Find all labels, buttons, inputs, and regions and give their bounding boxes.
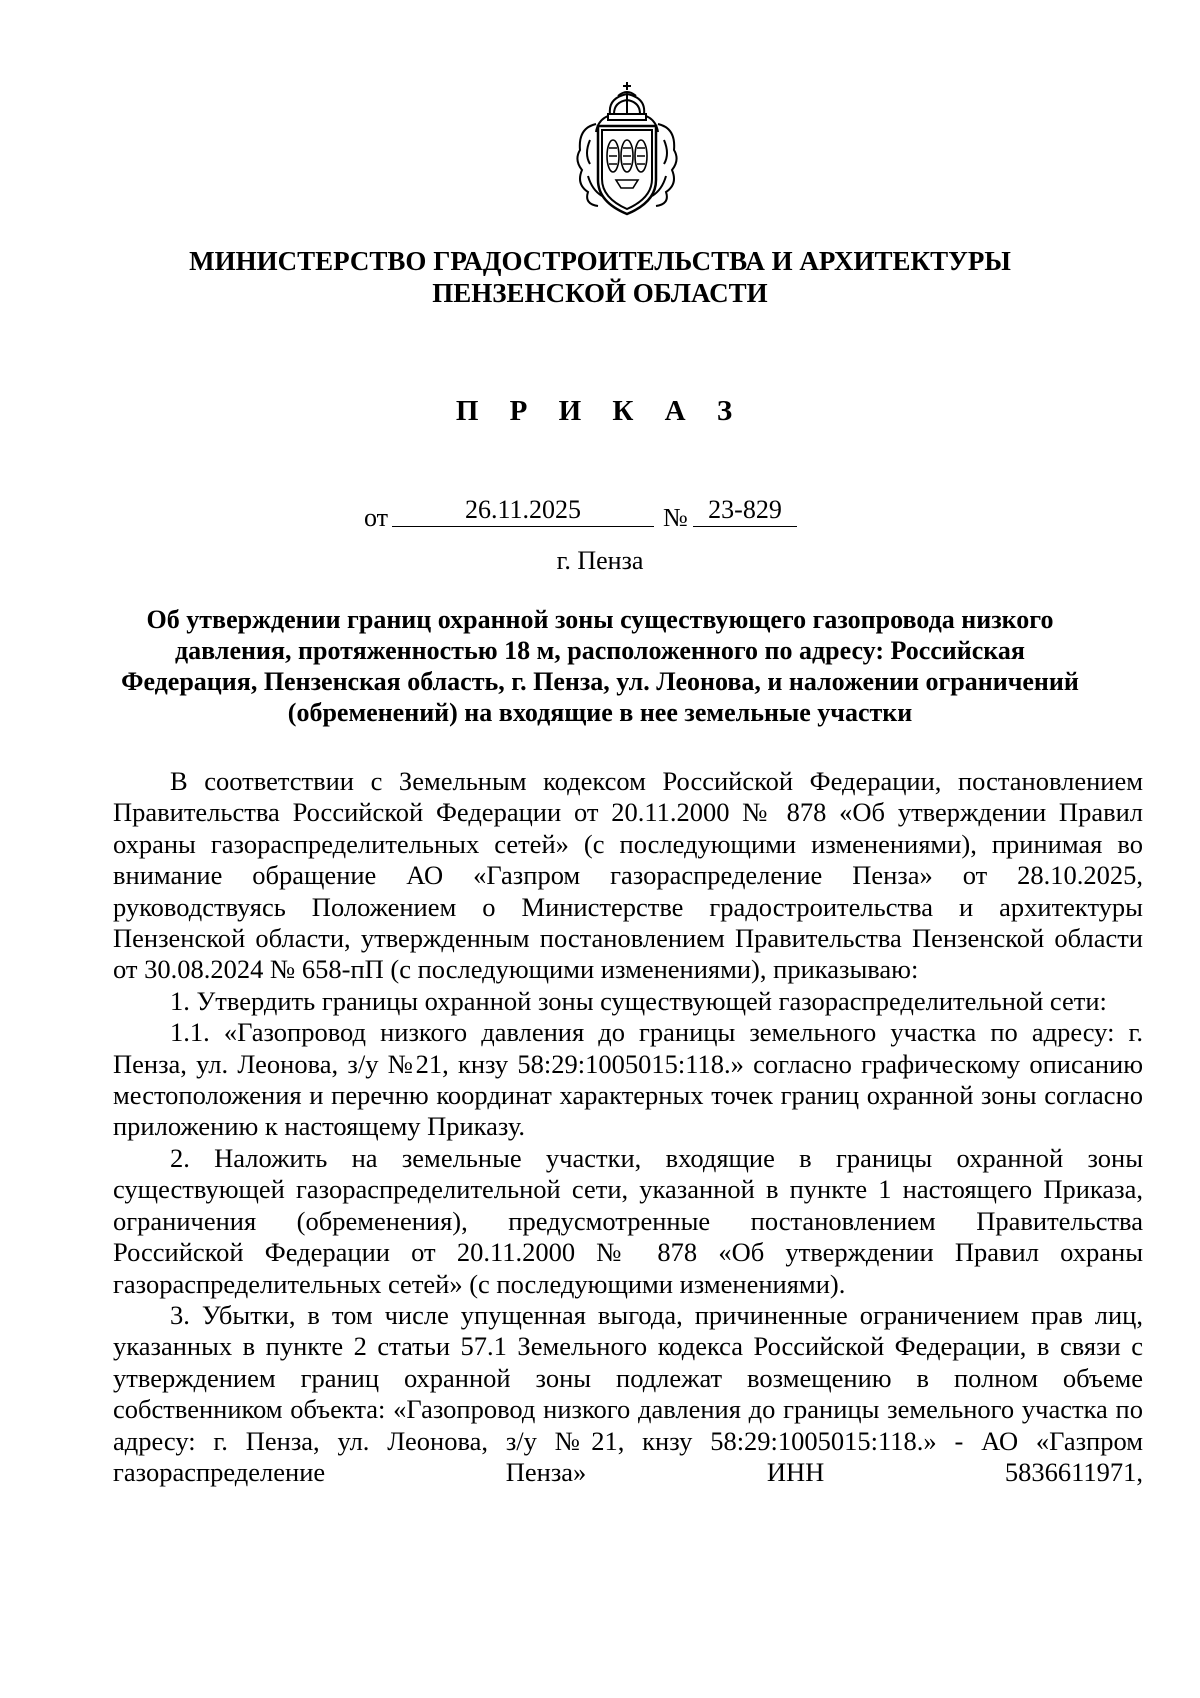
- paragraph-item-1: 1. Утвердить границы охранной зоны существующей газораспределительной сети:: [170, 985, 1107, 1016]
- order-number: 23-829: [693, 494, 797, 527]
- paragraph-item-1-1: 1.1. «Газопровод низкого давления до границы земельного участка по адресу: г. Пенза, ул. Леонова, з/у №21, кнзу 58:29:1005015:118.» согласно графическому описанию местоположения и перечню координат характерных точек границ охранной зоны согласно приложению к настоящему Приказу.: [113, 1017, 1143, 1142]
- paragraph-item-3: 3. Убытки, в том числе упущенная выгода, причиненные ограничением прав лиц, указанных в пункте 2 статьи 57.1 Земельного кодекса Российской Федерации, в связи с утверждением границ охранной зоны подлежат возмещению в полном объеме собственником объекта: «Газопровод низкого давления до границы земельного участка по адресу: г. Пенза, ул. Леонова, з/у №21, кнзу 58:29:1005015:118.» - АО «Газпром газораспределение Пенза» ИНН 5836611971,: [113, 1299, 1143, 1487]
- city-line: г. Пенза: [556, 546, 644, 575]
- document-type-title: П Р И К А З: [455, 395, 745, 427]
- order-subject: Об утверждении границ охранной зоны существующего газопровода низкого давления, протяженностью 18 м, расположенного по адресу: Российская Федерация, Пензенская область, г. Пенза, ул. Леонова, и наложении ограничений (обременений) на входящие в нее земельные участки: [121, 605, 1079, 727]
- coat-of-arms-icon: [568, 80, 686, 220]
- order-body: [113, 766, 1143, 1520]
- paragraph-item-2: 2. Наложить на земельные участки, входящие в границы охранной зоны существующей газораспределительной сети, указанной в пункте 1 настоящего Приказа, ограничения (обременения), предусмотренные постановлением Правительства Российской Федерации от 20.11.2000 № 878 «Об утверждении Правил охраны газораспределительных сетей» (с последующими изменениями).: [113, 1142, 1143, 1299]
- paragraph-preamble: В соответствии с Земельным кодексом Российской Федерации, постановлением Правительства Российской Федерации от 20.11.2000 № 878 «Об утверждении Правил охраны газораспределительных сетей» (с последующими изменениями), принимая во внимание обращение АО «Газпром газораспределение Пенза» от 28.10.2025, руководствуясь Положением о Министерстве градостроительства и архитектуры Пензенской области, утвержденным постановлением Правительства Пензенской области от 30.08.2024 № 658-пП (с последующими изменениями), приказываю:: [113, 766, 1143, 985]
- date-prefix: от: [364, 503, 389, 532]
- order-date: 26.11.2025: [392, 494, 654, 527]
- ministry-name-line-1: МИНИСТЕРСТВО ГРАДОСТРОИТЕЛЬСТВА И АРХИТЕКТУРЫ: [189, 246, 1011, 276]
- ministry-name-line-2: ПЕНЗЕНСКОЙ ОБЛАСТИ: [432, 278, 768, 308]
- number-prefix: №: [663, 503, 688, 532]
